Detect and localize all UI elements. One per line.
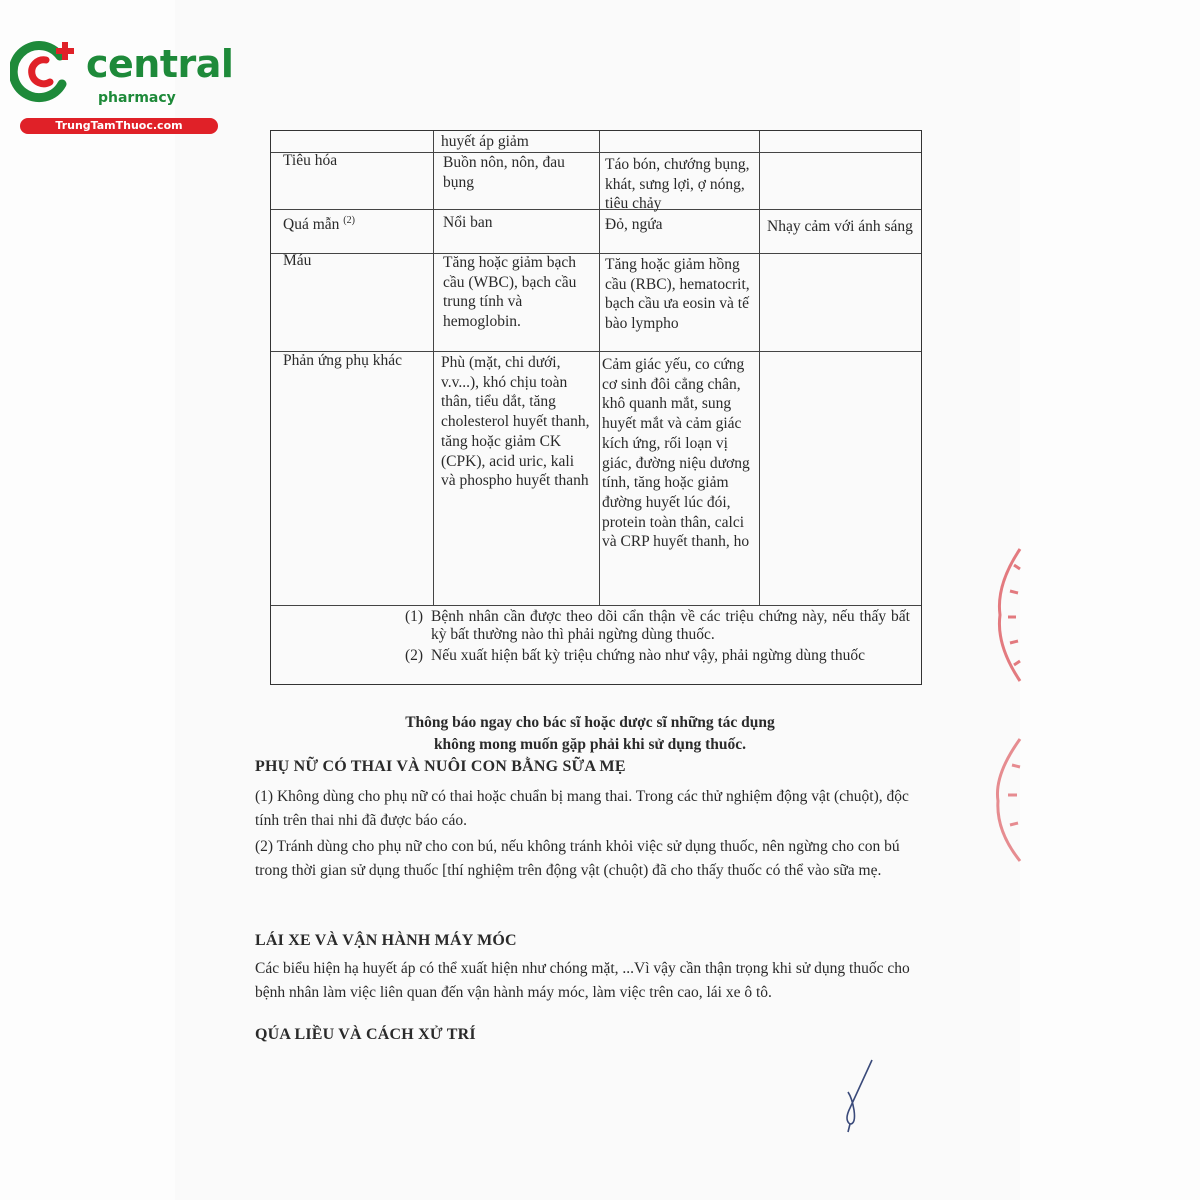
pregnancy-text <box>255 785 925 885</box>
footnote-item <box>405 608 910 644</box>
adverse-effects-warning <box>330 712 850 756</box>
table-cell: Nhạy cảm với ánh sáng <box>767 218 913 235</box>
footnote-item <box>405 647 910 665</box>
table-cell: Táo bón, chướng bụng, khát, sưng lợi, ợ nóng, tiêu chảy <box>605 156 750 213</box>
table-cell: Buồn nôn, nôn, đau bụng <box>443 154 565 191</box>
category-label: Quá mẫn <box>283 216 340 234</box>
stamp-fragment-icon <box>990 545 1024 685</box>
table-cell: Cảm giác yếu, co cứng cơ sinh đôi cẳng chân, khô quanh mắt, sung huyết mắt và cảm giác kích ứng, rối loạn vị giác, đường niệu dương tính, tăng hoặc giảm đường huyết lúc đói, protein toàn thân, calci và CRP huyết thanh, ho <box>602 356 750 551</box>
section-title-overdose: QÚA LIỀU VÀ CÁCH XỬ TRÍ <box>255 1026 476 1043</box>
warning-line: không mong muốn gặp phải khi sử dụng thuốc. <box>433 736 747 753</box>
brand-logo[interactable] <box>10 38 234 138</box>
table-footnotes <box>405 608 910 668</box>
footnote-number: (2) <box>405 647 424 664</box>
table-row-category: Tiêu hóa <box>283 152 338 169</box>
table-cell: Tăng hoặc giảm hồng cầu (RBC), hematocrit, bạch cầu ưa eosin và tế bào lympho <box>605 256 750 333</box>
table-cell: huyết áp giảm <box>441 133 529 150</box>
table-cell: Tăng hoặc giảm bạch cầu (WBC), bạch cầu trung tính và hemoglobin. <box>443 254 577 331</box>
adverse-effects-table <box>270 130 922 685</box>
warning-line: Thông báo ngay cho bác sĩ hoặc dược sĩ những tác dụng <box>405 714 775 731</box>
logo-url-badge: TrungTamThuoc.com <box>20 118 218 134</box>
signature-icon <box>838 1058 883 1133</box>
table-cell: Đỏ, ngứa <box>605 216 663 233</box>
driving-text <box>255 957 925 1007</box>
row-divider <box>271 605 921 606</box>
column-divider <box>433 131 434 605</box>
paragraph: (1) Không dùng cho phụ nữ có thai hoặc chuẩn bị mang thai. Trong các thử nghiệm động vật (chuột), độc tính trên thai nhi đã được báo cáo. <box>255 788 909 829</box>
table-row-category: Máu <box>283 252 312 269</box>
table-cell: Nổi ban <box>443 214 493 231</box>
column-divider <box>599 131 600 605</box>
logo-brand-name: central <box>86 42 234 86</box>
table-row-category: Phản ứng phụ khác <box>283 352 403 369</box>
section-title-driving: LÁI XE VÀ VẬN HÀNH MÁY MÓC <box>255 932 517 949</box>
paragraph: (2) Tránh dùng cho phụ nữ cho con bú, nếu không tránh khỏi việc sử dụng thuốc, nên ngừng cho con bú trong thời gian sử dụng thuốc [thí nghiệm trên động vật (chuột) đã cho thấy thuốc có thể vào sữa mẹ. <box>255 838 900 879</box>
logo-symbol-icon <box>10 38 80 104</box>
footnote-text: Nếu xuất hiện bất kỳ triệu chứng nào như vậy, phải ngừng dùng thuốc <box>431 647 865 664</box>
footnote-text: Bệnh nhân cần được theo dõi cẩn thận về các triệu chứng này, nếu thấy bất kỳ bất thường nào thì phải ngừng dùng thuốc. <box>431 608 910 643</box>
table-cell: Phù (mặt, chi dưới, v.v...), khó chịu toàn thân, tiểu dắt, tăng cholesterol huyết thanh, tăng hoặc giảm CK (CPK), acid uric, kali và phospho huyết thanh <box>441 354 590 490</box>
logo-subtitle: pharmacy <box>98 90 176 106</box>
stamp-fragment-icon <box>990 735 1024 865</box>
column-divider <box>759 131 760 605</box>
footnote-ref: (2) <box>343 215 355 226</box>
section-title-pregnancy: PHỤ NỮ CÓ THAI VÀ NUÔI CON BẰNG SỮA MẸ <box>255 758 626 775</box>
table-row-category <box>283 211 428 235</box>
row-divider <box>271 209 921 210</box>
footnote-number: (1) <box>405 608 424 625</box>
paragraph: Các biểu hiện hạ huyết áp có thể xuất hiện như chóng mặt, ...Vì vậy cần thận trọng khi sử dụng thuốc cho bệnh nhân làm việc liên quan đến vận hành máy móc, làm việc trên cao, lái xe ô tô. <box>255 960 910 1001</box>
